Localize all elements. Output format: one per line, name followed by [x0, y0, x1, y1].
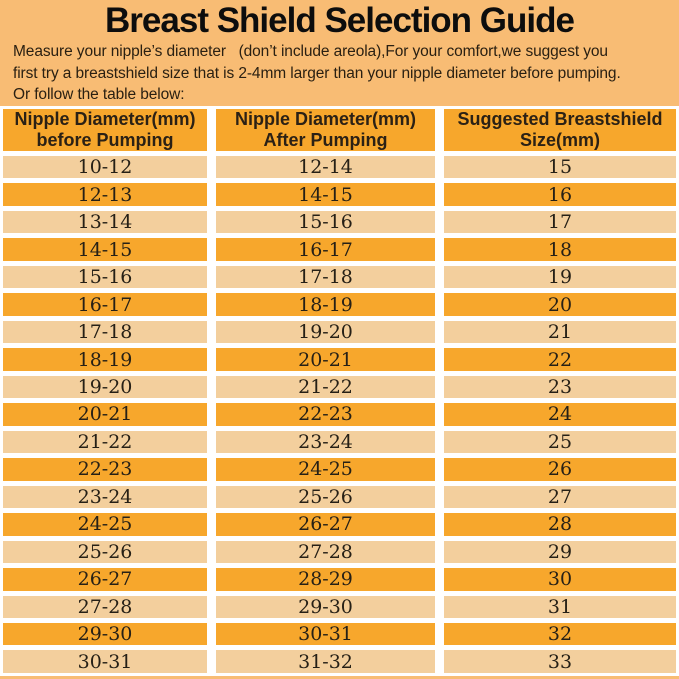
header-line: Size(mm)	[519, 130, 600, 150]
table-cell: 29	[444, 541, 676, 563]
table-cell: 31-32	[216, 650, 435, 673]
table-cell: 32	[444, 623, 676, 645]
intro-line: Or follow the table below:	[13, 86, 185, 103]
table-row	[3, 596, 676, 618]
table-cell: 19-20	[3, 376, 207, 398]
table-cell: 28	[444, 513, 676, 535]
table-cell: 25-26	[3, 541, 207, 563]
header-line: Nipple Diameter(mm)	[14, 109, 196, 129]
table-cell: 10-12	[3, 156, 207, 178]
table-row	[3, 513, 676, 535]
table-cell: 26	[444, 458, 676, 480]
page-title: Breast Shield Selection Guide	[105, 1, 574, 40]
table-row	[3, 266, 676, 288]
table-cell: 15-16	[3, 266, 207, 288]
table-cell: 12-13	[3, 183, 207, 205]
table-cell: 20-21	[3, 403, 207, 425]
table-row	[3, 650, 676, 673]
intro-line: Measure your nipple’s diameter (don’t include areola),For your comfort,we suggest you	[13, 43, 608, 60]
table-cell: 30	[444, 568, 676, 590]
table-row	[3, 348, 676, 370]
table-cell: 14-15	[3, 238, 207, 260]
table-cell: 30-31	[216, 623, 435, 645]
table-cell: 12-14	[216, 156, 435, 178]
table-cell: 24-25	[3, 513, 207, 535]
table-row	[3, 321, 676, 343]
table-cell: 15	[444, 156, 676, 178]
table-cell: 17-18	[216, 266, 435, 288]
header-cell-after-pumping	[216, 109, 435, 151]
table-header-row	[3, 109, 676, 151]
table-cell: 26-27	[216, 513, 435, 535]
header-line: Suggested Breastshield	[457, 109, 663, 129]
table-body	[3, 156, 676, 673]
table-cell: 23	[444, 376, 676, 398]
table-cell: 21-22	[216, 376, 435, 398]
table-row	[3, 623, 676, 645]
table-cell: 26-27	[3, 568, 207, 590]
table-cell: 21-22	[3, 431, 207, 453]
table-cell: 21	[444, 321, 676, 343]
table-cell: 25-26	[216, 486, 435, 508]
table-cell: 20	[444, 293, 676, 315]
table-cell: 16	[444, 183, 676, 205]
table-cell: 17	[444, 211, 676, 233]
intro-paragraph	[0, 40, 679, 106]
table-cell: 18-19	[3, 348, 207, 370]
table-cell: 28-29	[216, 568, 435, 590]
table-cell: 17-18	[3, 321, 207, 343]
table-cell: 29-30	[3, 623, 207, 645]
table-cell: 29-30	[216, 596, 435, 618]
table-cell: 33	[444, 650, 676, 673]
table-row	[3, 183, 676, 205]
table-row	[3, 156, 676, 178]
table-cell: 14-15	[216, 183, 435, 205]
table-cell: 19	[444, 266, 676, 288]
table-cell: 24	[444, 403, 676, 425]
table-cell: 16-17	[216, 238, 435, 260]
table-cell: 20-21	[216, 348, 435, 370]
table-cell: 25	[444, 431, 676, 453]
table-cell: 22-23	[3, 458, 207, 480]
table-row	[3, 568, 676, 590]
table-cell: 27-28	[3, 596, 207, 618]
selection-table	[0, 106, 679, 676]
table-cell: 27	[444, 486, 676, 508]
header-line: before Pumping	[36, 130, 174, 150]
table-row	[3, 431, 676, 453]
table-cell: 22	[444, 348, 676, 370]
selection-table-container	[0, 106, 679, 676]
table-cell: 24-25	[216, 458, 435, 480]
table-row	[3, 486, 676, 508]
table-row	[3, 541, 676, 563]
table-cell: 31	[444, 596, 676, 618]
table-cell: 23-24	[3, 486, 207, 508]
table-row	[3, 293, 676, 315]
table-row	[3, 458, 676, 480]
table-row	[3, 403, 676, 425]
table-row	[3, 211, 676, 233]
table-cell: 23-24	[216, 431, 435, 453]
table-cell: 16-17	[3, 293, 207, 315]
table-cell: 18-19	[216, 293, 435, 315]
header-cell-before-pumping	[3, 109, 207, 151]
intro-line: first try a breastshield size that is 2-4mm larger than your nipple diameter before pumping.	[13, 64, 621, 82]
header-line: Nipple Diameter(mm)	[234, 109, 417, 129]
table-cell: 13-14	[3, 211, 207, 233]
header-cell-shield-size	[444, 109, 676, 151]
table-cell: 18	[444, 238, 676, 260]
table-cell: 27-28	[216, 541, 435, 563]
header-line: After Pumping	[263, 130, 388, 150]
table-cell: 19-20	[216, 321, 435, 343]
table-cell: 22-23	[216, 403, 435, 425]
table-row	[3, 238, 676, 260]
table-cell: 15-16	[216, 211, 435, 233]
table-cell: 30-31	[3, 650, 207, 673]
table-row	[3, 376, 676, 398]
